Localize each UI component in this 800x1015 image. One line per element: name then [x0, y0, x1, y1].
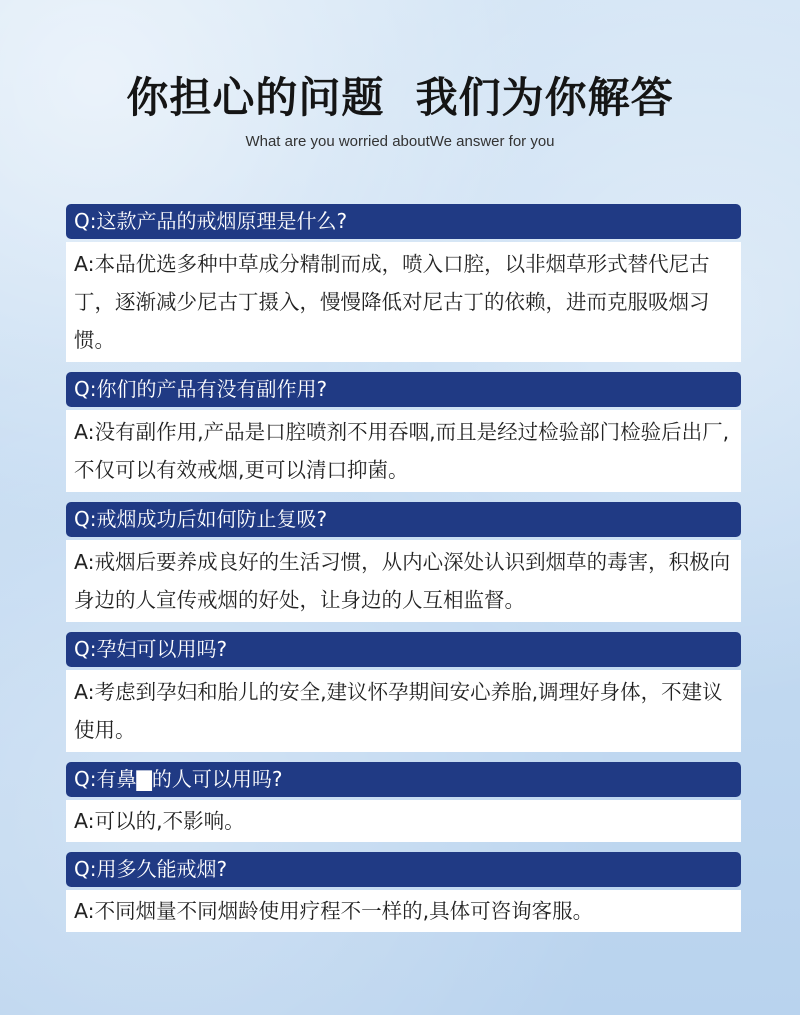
faq-answer: A:不同烟量不同烟龄使用疗程不一样的,具体可咨询客服。 [66, 890, 741, 932]
faq-answer: A:考虑到孕妇和胎儿的安全,建议怀孕期间安心养胎,调理好身体，不建议使用。 [66, 670, 741, 752]
faq-question: Q:你们的产品有没有副作用? [66, 372, 741, 407]
faq-question: Q:这款产品的戒烟原理是什么? [66, 204, 741, 239]
page-title: 你担心的问题 我们为你解答 [126, 73, 674, 122]
faq-item [66, 204, 741, 362]
faq-item [66, 372, 741, 492]
faq-question: Q:用多久能戒烟? [66, 852, 741, 887]
faq-item [66, 762, 741, 842]
faq-answer: A:可以的,不影响。 [66, 800, 741, 842]
page-subtitle: What are you worried aboutWe answer for you [245, 133, 555, 150]
faq-answer: A:没有副作用,产品是口腔喷剂不用吞咽,而且是经过检验部门检验后出厂,不仅可以有效戒烟,更可以清口抑菌。 [66, 410, 741, 492]
faq-answer: A:本品优选多种中草成分精制而成，喷入口腔，以非烟草形式替代尼古丁，逐渐减少尼古丁摄入，慢慢降低对尼古丁的依赖，进而克服吸烟习惯。 [66, 242, 741, 362]
page-header [0, 70, 800, 152]
faq-item [66, 502, 741, 622]
faq-item [66, 852, 741, 932]
faq-question: Q:孕妇可以用吗? [66, 632, 741, 667]
faq-question: Q:有鼻▇的人可以用吗? [66, 762, 741, 797]
faq-item [66, 632, 741, 752]
faq-question: Q:戒烟成功后如何防止复吸? [66, 502, 741, 537]
faq-list [66, 204, 741, 942]
faq-answer: A:戒烟后要养成良好的生活习惯，从内心深处认识到烟草的毒害，积极向身边的人宣传戒烟的好处，让身边的人互相监督。 [66, 540, 741, 622]
